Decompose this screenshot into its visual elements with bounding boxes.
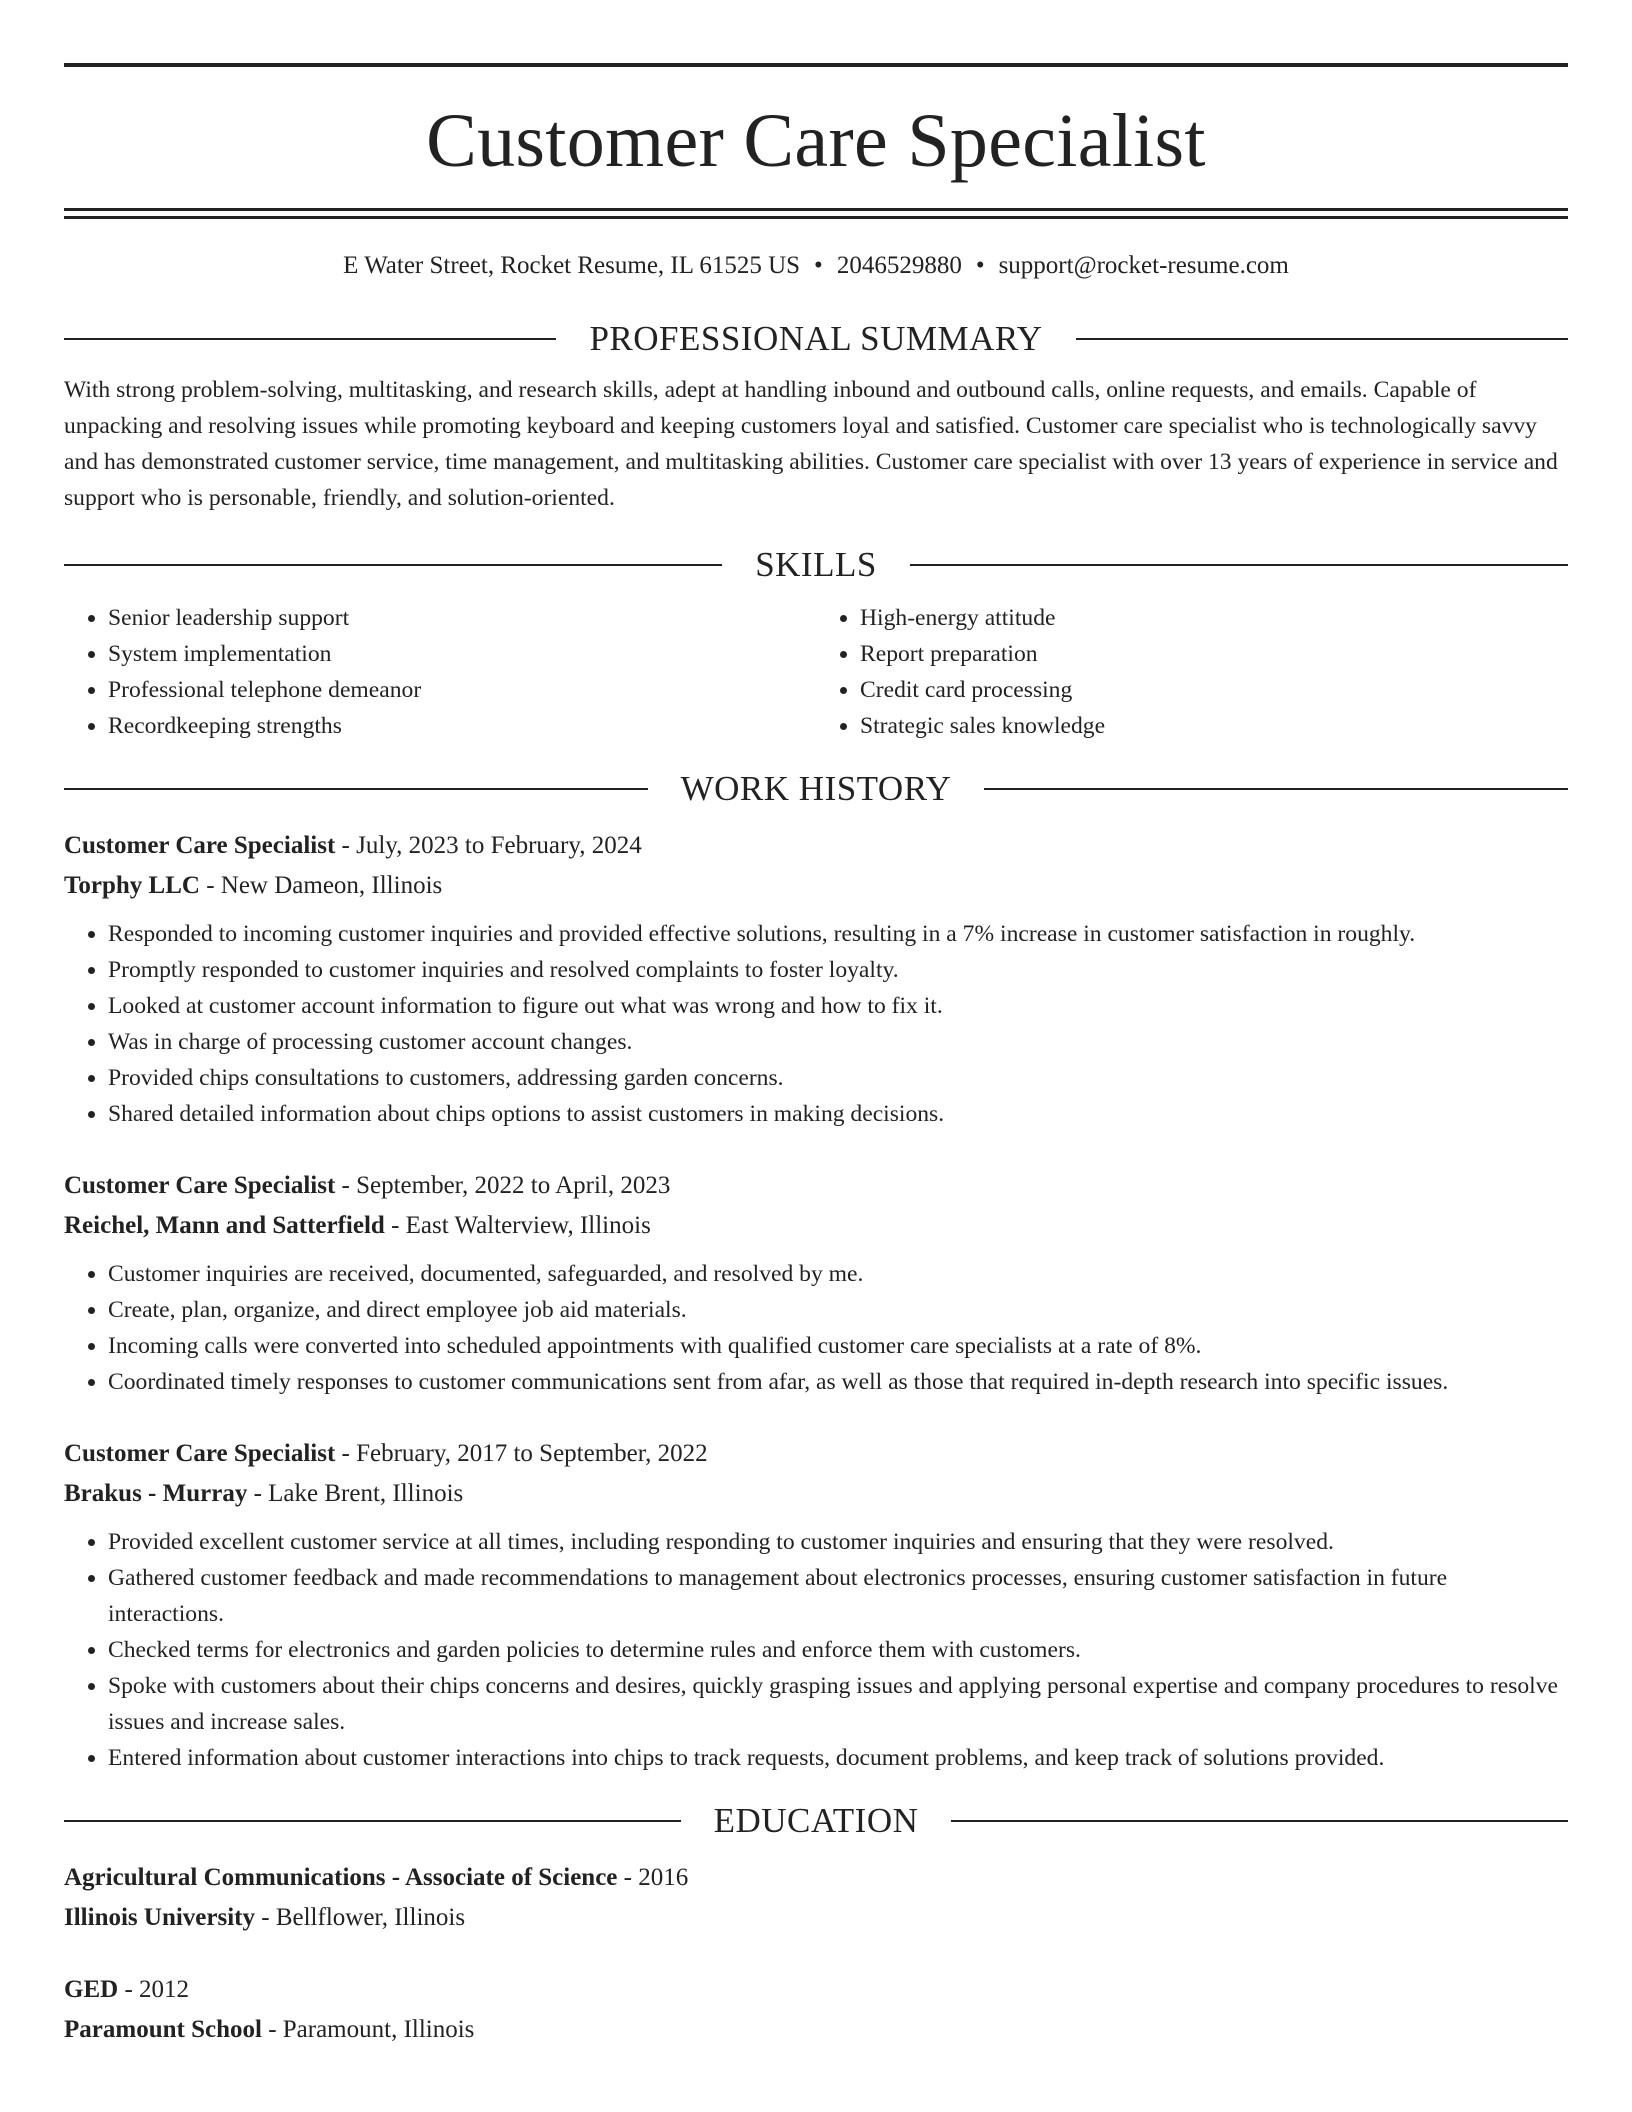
job-company: Torphy LLC bbox=[64, 872, 200, 899]
skill-item: • Professional telephone demeanor bbox=[108, 672, 816, 708]
job-bullet: • Create, plan, organize, and direct employee job aid materials. bbox=[108, 1292, 1568, 1328]
skill-item: • Recordkeeping strengths bbox=[108, 708, 816, 744]
job-company: Brakus - Murray bbox=[64, 1480, 248, 1507]
divider bbox=[951, 1820, 1568, 1822]
double-rule bbox=[64, 208, 1568, 219]
section-title: WORK HISTORY bbox=[680, 769, 952, 808]
section-title: PROFESSIONAL SUMMARY bbox=[589, 319, 1043, 358]
job-bullets bbox=[64, 1524, 1568, 1776]
skill-item: • Credit card processing bbox=[860, 672, 1568, 708]
job-bullet: • Was in charge of processing customer account changes. bbox=[108, 1024, 1568, 1060]
job-title-line bbox=[64, 1434, 1568, 1474]
education-location: - Paramount, Illinois bbox=[261, 2016, 475, 2043]
education-year: - 2012 bbox=[118, 1976, 190, 2003]
skills-column-right bbox=[816, 600, 1568, 744]
section-title: EDUCATION bbox=[713, 1801, 919, 1840]
skill-item: • Report preparation bbox=[860, 636, 1568, 672]
resume-name: Customer Care Specialist bbox=[426, 99, 1206, 183]
education-degree-line bbox=[64, 1970, 1568, 2010]
education-degree: GED bbox=[64, 1976, 119, 2003]
job-bullet: • Entered information about customer interactions into chips to track requests, document problems, and keep track of solutions provided. bbox=[108, 1740, 1568, 1776]
contact-address: E Water Street, Rocket Resume, IL 61525 US bbox=[343, 252, 801, 279]
job-bullet: • Responded to incoming customer inquiries and provided effective solutions, resulting in a 7% increase in customer satisfaction in roughly. bbox=[108, 916, 1568, 952]
job-entry bbox=[64, 826, 1568, 1132]
section-title: SKILLS bbox=[755, 545, 877, 584]
skills-column-left bbox=[64, 600, 816, 744]
contact-email: support@rocket-resume.com bbox=[998, 252, 1289, 279]
skill-item: • System implementation bbox=[108, 636, 816, 672]
job-title-line bbox=[64, 1166, 1568, 1206]
job-title: Customer Care Specialist bbox=[64, 1172, 336, 1199]
education-school: Paramount School bbox=[64, 2016, 262, 2043]
job-entry bbox=[64, 1166, 1568, 1400]
job-dates: - February, 2017 to September, 2022 bbox=[335, 1440, 708, 1467]
education-entry bbox=[64, 1970, 1568, 2050]
job-title: Customer Care Specialist bbox=[64, 832, 336, 859]
education-school: Illinois University bbox=[64, 1904, 255, 1931]
summary-text: With strong problem-solving, multitasking, and research skills, adept at handling inbound and outbound calls, online requests, and emails. Capable of unpacking and resolving issues while promoting keyboard and keeping customers loyal and satisfied. Customer care specialist who is technologically savvy and has demonstrated customer service, time management, and multitasking abilities. Customer care specialist with over 13 years of experience in service and support who is personable, friendly, and solution-oriented. bbox=[64, 377, 1558, 511]
contact-separator: • bbox=[814, 252, 823, 279]
resume-page bbox=[64, 0, 1568, 2050]
job-company-line bbox=[64, 1474, 1568, 1514]
divider bbox=[64, 788, 648, 790]
job-bullet: • Provided excellent customer service at all times, including responding to customer inquiries and ensuring that they were resolved. bbox=[108, 1524, 1568, 1560]
job-company: Reichel, Mann and Satterfield bbox=[64, 1212, 385, 1239]
job-bullet: • Shared detailed information about chips options to assist customers in making decisions. bbox=[108, 1096, 1568, 1132]
skill-item: • Strategic sales knowledge bbox=[860, 708, 1568, 744]
divider bbox=[64, 338, 556, 340]
divider bbox=[1076, 338, 1568, 340]
education-degree-line bbox=[64, 1858, 1568, 1898]
section-header-skills bbox=[64, 542, 1568, 588]
section-header-summary bbox=[64, 316, 1568, 362]
job-location: - East Walterview, Illinois bbox=[384, 1212, 651, 1239]
job-bullet: • Gathered customer feedback and made recommendations to management about electronics processes, ensuring customer satisfaction in future interactions. bbox=[108, 1560, 1568, 1632]
education-entry bbox=[64, 1858, 1568, 1938]
job-title: Customer Care Specialist bbox=[64, 1440, 336, 1467]
job-bullet: • Spoke with customers about their chips concerns and desires, quickly grasping issues and applying personal expertise and company procedures to resolve issues and increase sales. bbox=[108, 1668, 1568, 1740]
skills-list bbox=[64, 600, 1568, 744]
job-title-line bbox=[64, 826, 1568, 866]
divider bbox=[64, 1820, 681, 1822]
job-location: - New Dameon, Illinois bbox=[199, 872, 443, 899]
education-location: - Bellflower, Illinois bbox=[255, 1904, 466, 1931]
job-bullet: • Customer inquiries are received, documented, safeguarded, and resolved by me. bbox=[108, 1256, 1568, 1292]
section-header-work bbox=[64, 766, 1568, 812]
skill-item: • Senior leadership support bbox=[108, 600, 816, 636]
contact-separator: • bbox=[975, 252, 985, 279]
job-company-line bbox=[64, 866, 1568, 906]
job-bullets bbox=[64, 1256, 1568, 1400]
job-bullet: • Incoming calls were converted into scheduled appointments with qualified customer care specialists at a rate of 8%. bbox=[108, 1328, 1568, 1364]
education-year: - 2016 bbox=[617, 1864, 689, 1891]
divider bbox=[64, 564, 722, 566]
education-school-line bbox=[64, 2010, 1568, 2050]
job-bullet: • Checked terms for electronics and garden policies to determine rules and enforce them with customers. bbox=[108, 1632, 1568, 1668]
contact-line bbox=[64, 252, 1568, 284]
job-bullet: • Looked at customer account information to figure out what was wrong and how to fix it. bbox=[108, 988, 1568, 1024]
job-company-line bbox=[64, 1206, 1568, 1246]
job-bullet: • Promptly responded to customer inquiries and resolved complaints to foster loyalty. bbox=[108, 952, 1568, 988]
section-header-education bbox=[64, 1798, 1568, 1844]
job-entry bbox=[64, 1434, 1568, 1776]
job-bullet: • Coordinated timely responses to customer communications sent from afar, as well as those that required in-depth research into specific issues. bbox=[108, 1364, 1568, 1400]
education-degree: Agricultural Communications - Associate of Science bbox=[64, 1864, 618, 1891]
contact-phone: 2046529880 bbox=[836, 252, 962, 279]
divider bbox=[984, 788, 1568, 790]
top-rule bbox=[64, 63, 1568, 67]
job-location: - Lake Brent, Illinois bbox=[247, 1480, 464, 1507]
job-dates: - July, 2023 to February, 2024 bbox=[335, 832, 642, 859]
job-dates: - September, 2022 to April, 2023 bbox=[335, 1172, 671, 1199]
divider bbox=[910, 564, 1568, 566]
skill-item: • High-energy attitude bbox=[860, 600, 1568, 636]
job-bullet: • Provided chips consultations to customers, addressing garden concerns. bbox=[108, 1060, 1568, 1096]
job-bullets bbox=[64, 916, 1568, 1132]
education-school-line bbox=[64, 1898, 1568, 1938]
